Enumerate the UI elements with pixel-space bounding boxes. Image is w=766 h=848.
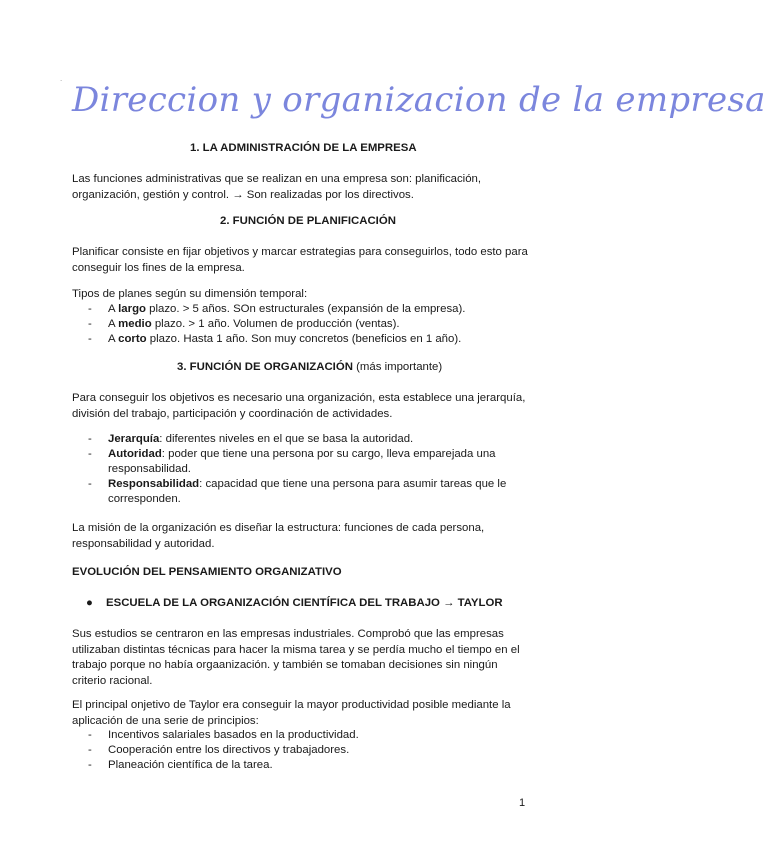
section-2-text: Planificar consiste en fijar objetivos y marcar estrategias para conseguirlos, todo esto para conseguir los fines de la empresa. <box>72 246 528 274</box>
evolution-text-1: Sus estudios se centraron en las empresas industriales. Comprobó que las empresas utilizaban distintas técnicas para hacer la misma tarea y se perdía mucho el tiempo en el trabajo porque no había orgaanización. y también se tomaban decisiones sin ningún criterio racional. <box>72 628 520 687</box>
list-item: - A corto plazo. Hasta 1 año. Son muy concretos (beneficios en 1 año). <box>88 333 462 345</box>
stray-mark: . <box>60 74 63 83</box>
list-item: - Cooperación entre los directivos y trabajadores. <box>88 744 350 756</box>
list-item: - Incentivos salariales basados en la productividad. <box>88 729 359 741</box>
section-1-heading: 1. LA ADMINISTRACIÓN DE LA EMPRESA <box>190 142 417 154</box>
dash-marker: - <box>88 448 92 460</box>
dash-marker: - <box>88 333 92 345</box>
dash-marker: - <box>88 478 92 490</box>
dash-marker: - <box>88 729 92 741</box>
page-title: Direccion y organizacion de la empresa <box>72 80 766 120</box>
taylor-bullet-heading: ● ESCUELA DE LA ORGANIZACIÓN CIENTÍFICA DEL TRABAJO → TAYLOR <box>86 597 503 609</box>
list-item-continuation: corresponden. <box>108 493 181 505</box>
section-2-heading: 2. FUNCIÓN DE PLANIFICACIÓN <box>220 215 396 227</box>
dash-marker: - <box>88 433 92 445</box>
dash-marker: - <box>88 303 92 315</box>
list-item: - Planeación científica de la tarea. <box>88 759 273 771</box>
section-3-closing: La misión de la organización es diseñar la estructura: funciones de cada persona, responsabilidad y autoridad. <box>72 522 485 550</box>
evolution-text-2: El principal onjetivo de Taylor era conseguir la mayor productividad posible mediante la aplicación de una serie de principios: <box>72 699 511 727</box>
page-number: 1 <box>519 797 526 809</box>
section-2-list-intro: Tipos de planes según su dimensión temporal: <box>72 288 308 300</box>
list-item: - Responsabilidad: capacidad que tiene una persona para asumir tareas que le <box>88 478 507 490</box>
section-1-text: Las funciones administrativas que se realizan en una empresa son: planificación, organización, gestión y control. → Son realizadas por los directivos. <box>72 173 482 201</box>
list-item: - A largo plazo. > 5 años. SOn estructurales (expansión de la empresa). <box>88 303 466 315</box>
list-item-continuation: responsabilidad. <box>108 463 191 475</box>
dash-marker: - <box>88 744 92 756</box>
section-3-heading: 3. FUNCIÓN DE ORGANIZACIÓN (más importante) <box>177 361 443 373</box>
list-item: - A medio plazo. > 1 año. Volumen de producción (ventas). <box>88 318 400 330</box>
bullet-marker: ● <box>86 597 93 609</box>
dash-marker: - <box>88 318 92 330</box>
dash-marker: - <box>88 759 92 771</box>
list-item: - Jerarquía: diferentes niveles en el que se basa la autoridad. <box>88 433 414 445</box>
section-3-text: Para conseguir los objetivos es necesario una organización, esta establece una jerarquía, división del trabajo, participación y coordinación de actividades. <box>72 392 526 420</box>
list-item: - Autoridad: poder que tiene una persona por su cargo, lleva emparejada una <box>88 448 496 460</box>
evolution-heading: EVOLUCIÓN DEL PENSAMIENTO ORGANIZATIVO <box>72 566 342 578</box>
